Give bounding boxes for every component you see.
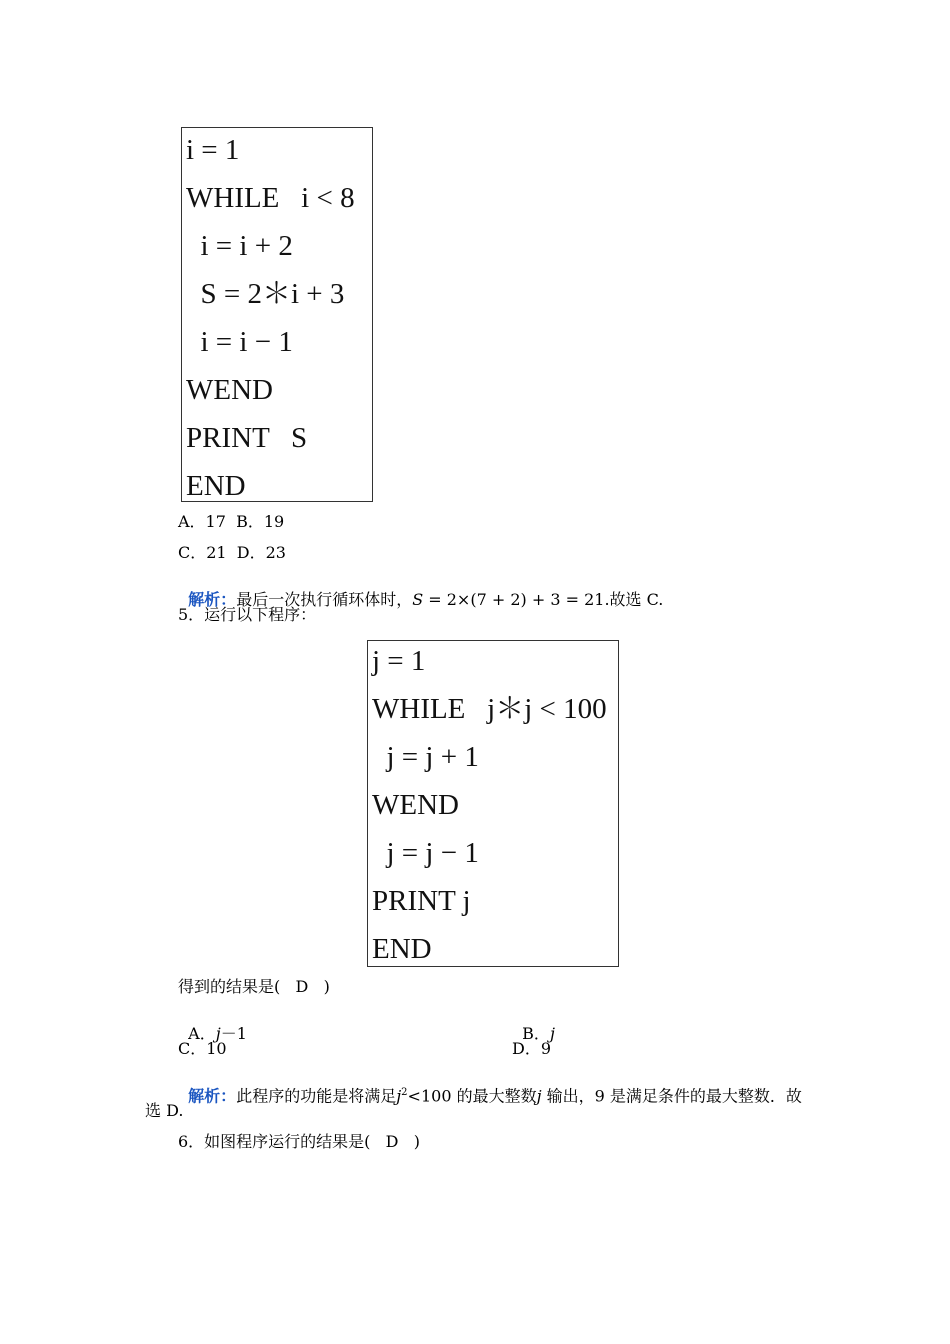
q5-analysis-var-2: j — [536, 1086, 542, 1106]
q5-option-c: C．10 — [178, 1039, 227, 1058]
program-2-line-5: j = j − 1 — [372, 837, 479, 869]
q5-analysis-text-2: <100 的最大整数 — [407, 1086, 537, 1106]
q5-analysis-label: 解析： — [188, 1086, 237, 1106]
q5-analysis-var-1: j — [396, 1086, 402, 1106]
q5-option-a — [178, 1010, 247, 1042]
q5-analysis-continuation: 选 D. — [145, 1101, 184, 1120]
program-1-box — [181, 127, 373, 502]
program-2-line-1: j = 1 — [372, 645, 426, 677]
program-1-line-4: S = 2＊i + 3 — [186, 278, 345, 310]
program-1-line-1: i = 1 — [186, 134, 240, 166]
program-2-line-7: END — [372, 933, 432, 965]
q4-analysis-var: S — [412, 590, 424, 609]
program-1-line-5: i = i − 1 — [186, 326, 293, 358]
program-1-line-7: PRINT S — [186, 422, 308, 454]
q4-options-row-2: C．21 D．23 — [178, 543, 286, 562]
q5-analysis-superscript: 2 — [401, 1087, 408, 1098]
program-1-line-3: i = i + 2 — [186, 230, 293, 262]
q5-analysis-text-3: 输出，9 是满足条件的最大整数．故 — [541, 1086, 802, 1106]
program-2-line-2: WHILE j＊j < 100 — [372, 693, 607, 725]
q5-analysis-text-1: 此程序的功能是将满足 — [236, 1086, 397, 1106]
q4-analysis — [178, 576, 663, 608]
program-2-line-3: j = j + 1 — [372, 741, 479, 773]
program-1-line-2: WHILE i < 8 — [186, 182, 355, 214]
program-1-line-8: END — [186, 470, 246, 502]
q5-option-a-suffix: －1 — [220, 1024, 247, 1043]
q5-option-d: D．9 — [512, 1039, 552, 1058]
q5-option-a-prefix: A． — [188, 1024, 216, 1043]
q4-analysis-text-1: 最后一次执行循环体时， — [236, 590, 413, 609]
program-1-line-6: WEND — [186, 374, 273, 406]
q5-analysis — [178, 1072, 802, 1104]
q5-stem: 5．运行以下程序： — [178, 605, 317, 624]
q4-analysis-label: 解析： — [188, 590, 237, 609]
program-2-box — [367, 640, 619, 967]
q4-analysis-text-2: = 2×(7 + 2) + 3 = 21.故选 C. — [423, 590, 664, 609]
q6-stem: 6．如图程序运行的结果是( D ) — [178, 1132, 421, 1151]
program-2-line-6: PRINT j — [372, 885, 471, 917]
program-2-line-4: WEND — [372, 789, 459, 821]
q4-options-row-1: A．17 B．19 — [178, 512, 285, 531]
q5-option-b-var: j — [549, 1024, 555, 1043]
q5-option-b-prefix: B． — [522, 1024, 550, 1043]
q5-question: 得到的结果是( D ) — [178, 977, 330, 996]
q5-option-b — [512, 1010, 555, 1042]
q5-option-a-var: j — [215, 1024, 221, 1043]
